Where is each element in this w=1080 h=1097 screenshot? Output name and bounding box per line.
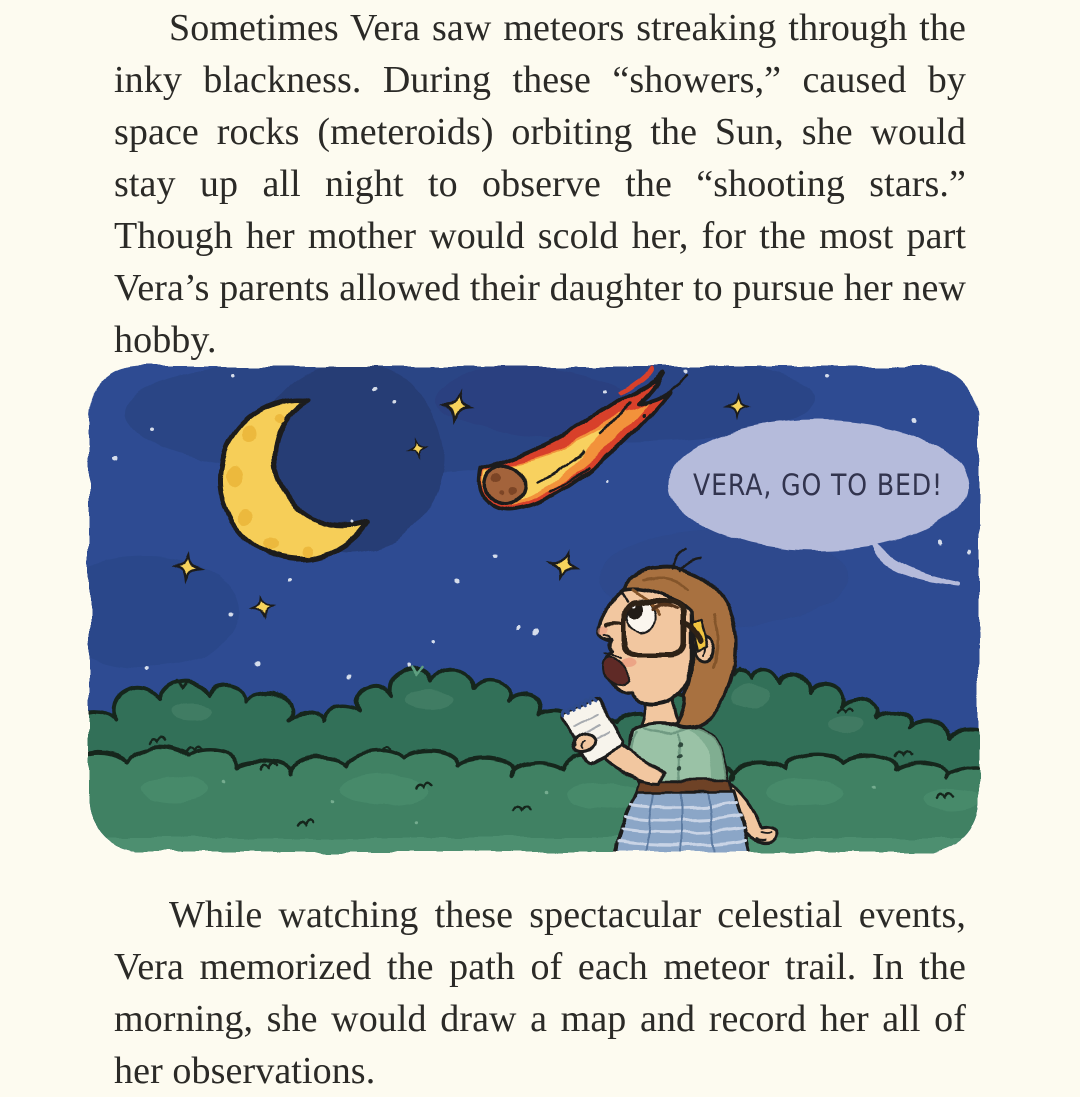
bushes-front bbox=[85, 746, 983, 856]
meteor-head bbox=[486, 466, 524, 504]
illustration-frame bbox=[85, 362, 983, 856]
speech-bubble-text: VERA, GO TO BED! bbox=[693, 468, 943, 502]
night-sky-illustration bbox=[85, 362, 983, 856]
paragraph-top: Sometimes Vera saw meteors streaking through the inky blackness. During these “showers,” caused by space rocks (meteroids) orbiting the Sun, she would stay up all night to observe the “shooting stars.” Though her mother would scold her, for the most part Vera’s parents allowed their daughter to pursue her new hobby. bbox=[114, 7, 966, 361]
paragraph-bottom: While watching these spectacular celestial events, Vera memorized the path of each meteor trail. In the morning, she would draw a map and record her all of her observations. bbox=[114, 894, 966, 1092]
